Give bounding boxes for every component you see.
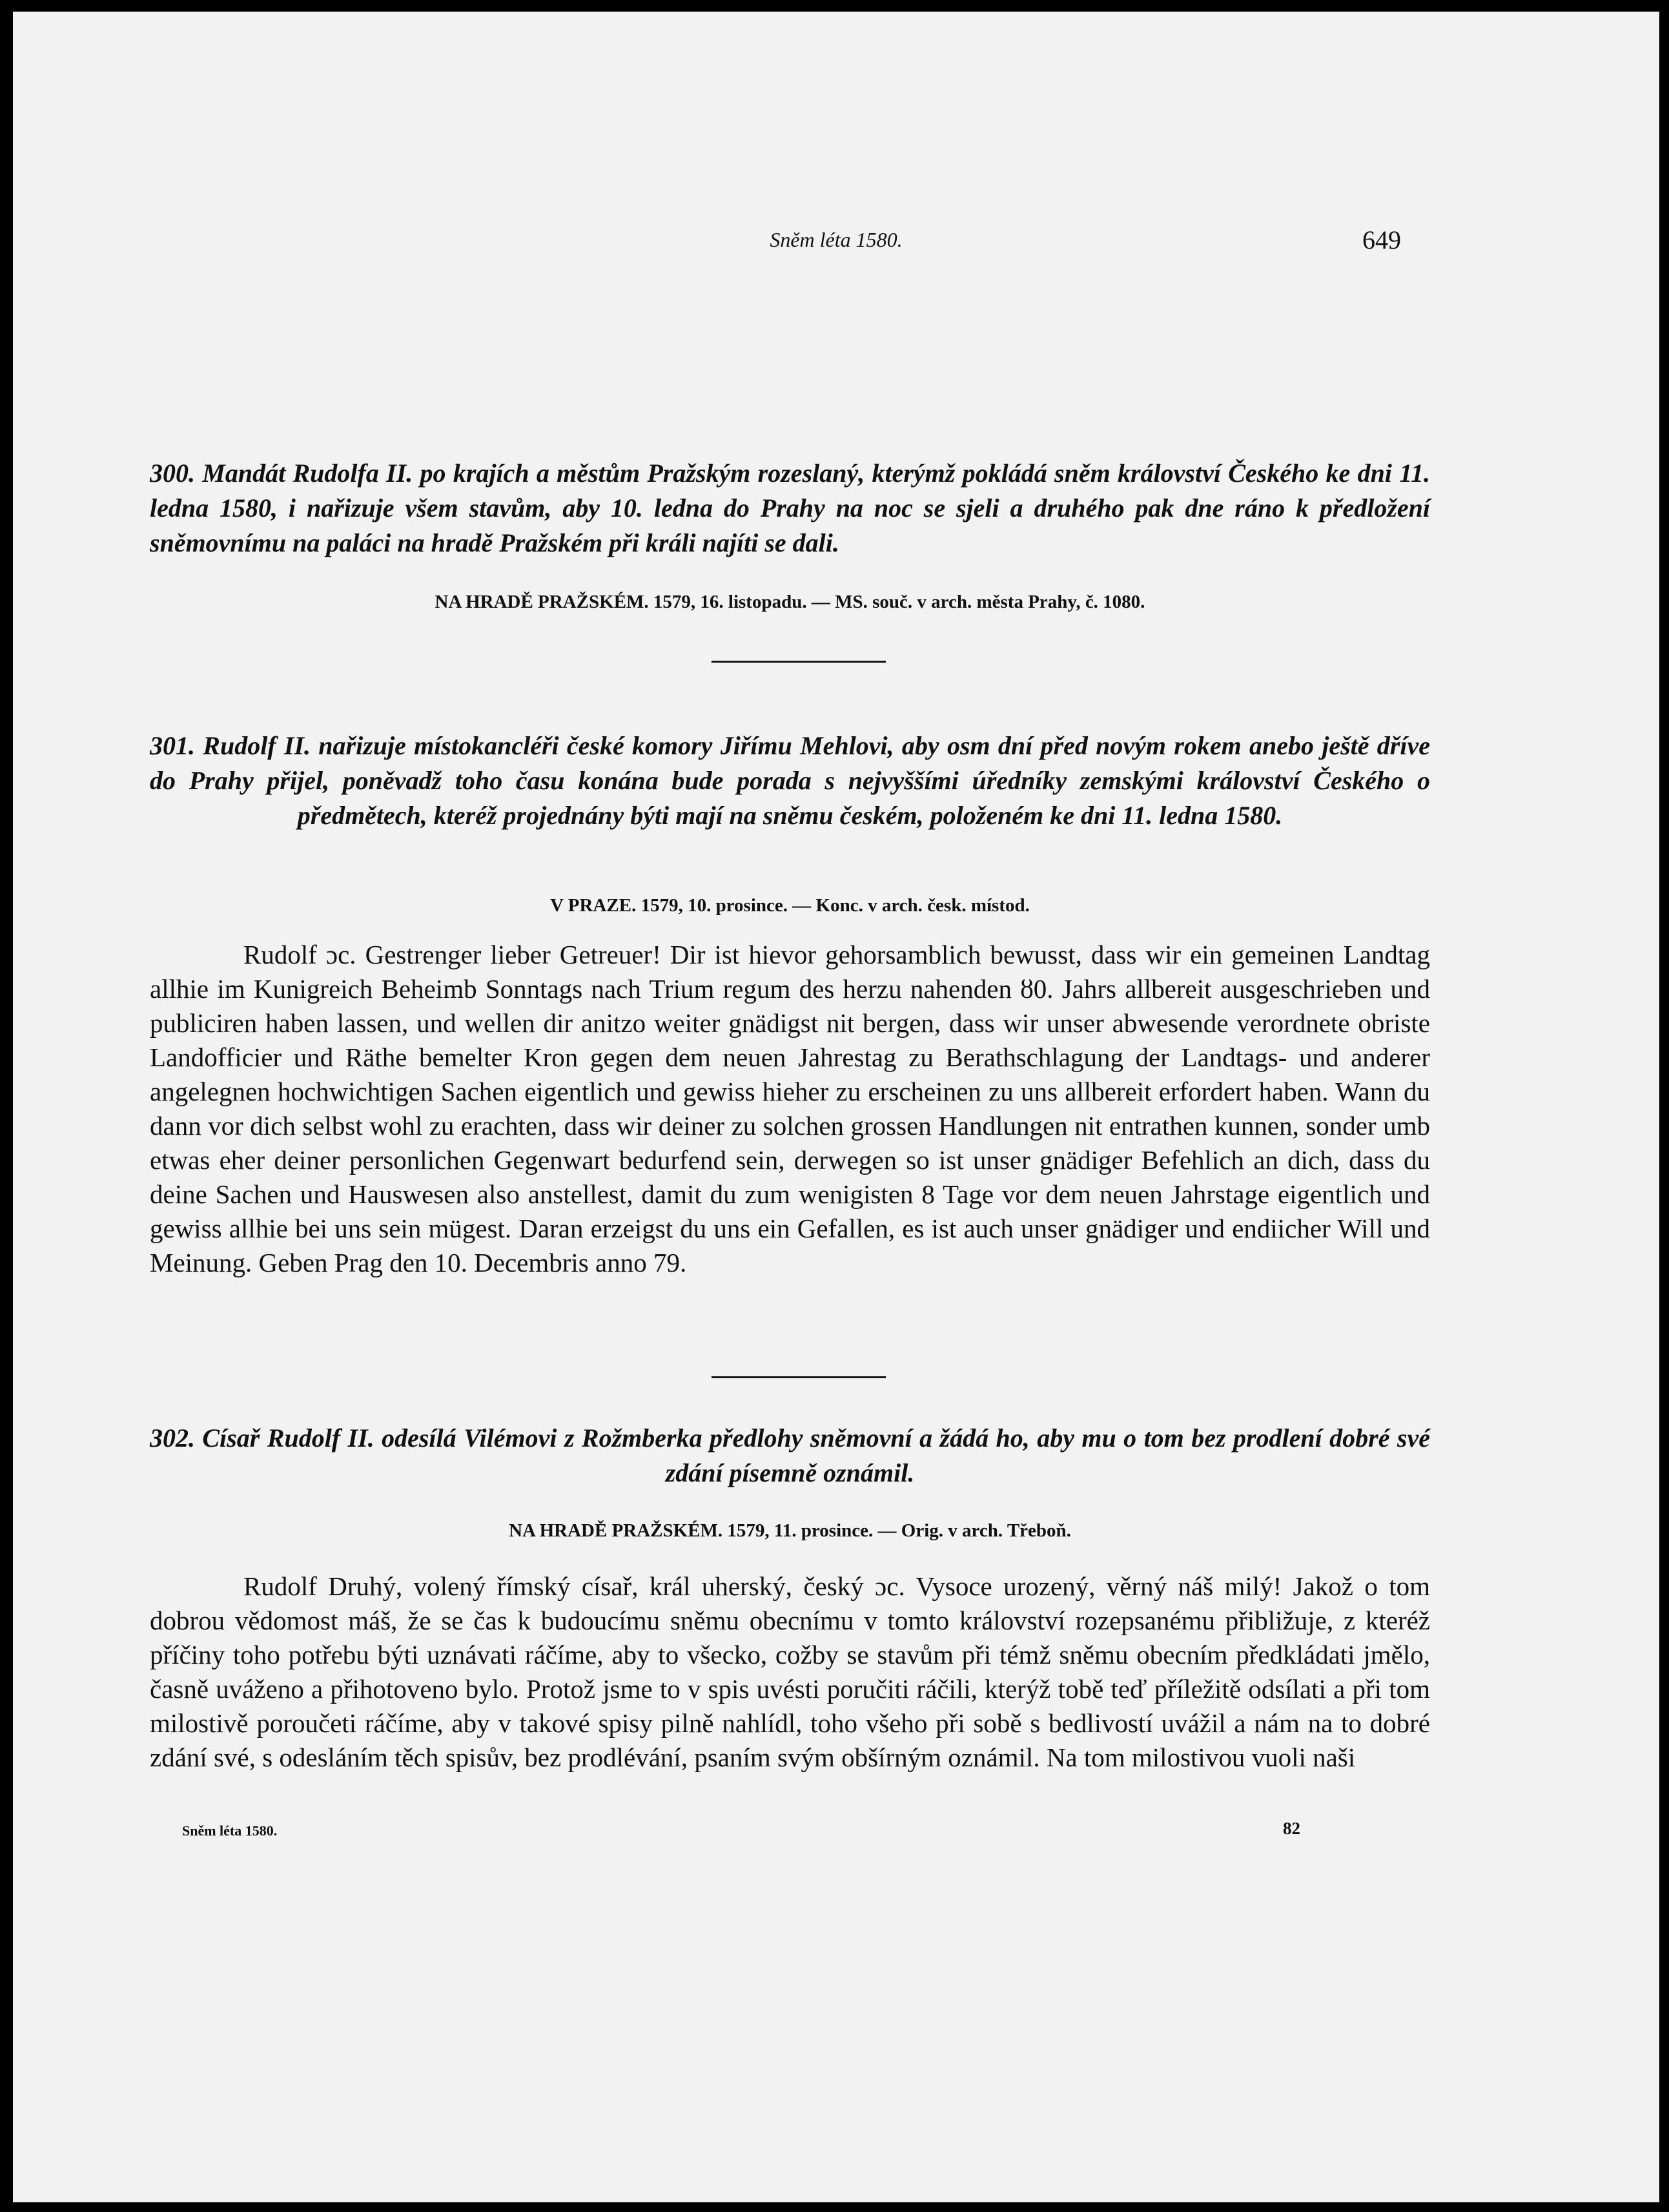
section-divider — [712, 1376, 886, 1378]
document-301-source: V PRAZE. 1579, 10. prosince. — Konc. v arch. česk. místod. — [550, 895, 1030, 916]
running-head: Sněm léta 1580. — [770, 228, 903, 251]
document-300-heading: 300. Mandát Rudolfa II. po krajích a městům Pražským rozeslaný, kterýmž pokládá sněm království Českého ke dni 11. ledna 1580, i nařizuje všem stavům, aby 10. ledna do Prahy na noc se sjeli a druhého pak dne ráno k předložení sněmovnímu na paláci na hradě Pražském při králi najíti se dali. — [150, 459, 1430, 557]
document-302-source: NA HRADĚ PRAŽSKÉM. 1579, 11. prosince. — Orig. v arch. Třeboň. — [509, 1520, 1071, 1541]
document-300-source: NA HRADĚ PRAŽSKÉM. 1579, 16. listopadu. — MS. souč. v arch. města Prahy, č. 1080. — [435, 592, 1145, 612]
page — [13, 12, 1659, 2202]
footer-sheet-number: 82 — [1283, 1819, 1300, 1838]
document-302-heading: 302. Císař Rudolf II. odesílá Vilémovi z Rožmberka předlohy sněmovní a žádá ho, aby mu o tom bez prodlení dobré své zdání písemně oznámil. — [150, 1423, 1430, 1487]
document-301-text: Rudolf ɔc. Gestrenger lieber Getreuer! Dir ist hievor gehorsamblich bewusst, dass wir ein gemeinen Landtag allhie im Kunigreich Beheimb Sonntags nach Trium regum des herzu nahenden ȣ0. Jahrs allbereit ausgeschrieben und publiciren haben lassen, und wellen dir anitzo weiter gnädigst nit bergen, dass wir unser abwesende verordnete obriste Landofficier und Räthe bemelter Kron gegen dem neuen Jahrestag zu Berathschlagung der Landtags- und anderer angelegnen hochwichtigen Sachen eigentlich und gewiss hieher zu erscheinen zu uns allbereit erfordert haben. Wann du dann vor dich selbst wohl zu erachten, dass wir deiner zu solchen grossen Handlungen nit entrathen kunnen, sonder umb etwas eher deiner personlichen Gegenwart bedurfend sein, derwegen so ist unser gnädiger Befehlich an dich, dass du deine Sachen und Hauswesen also anstellest, damit du zum wenigisten 8 Tage vor dem neuen Jahrstage eigentlich und gewiss allhie bei uns sein mügest. Daran erzeigst du uns ein Gefallen, es ist auch unser gnädiger und endiicher Will und Meinung. Geben Prag den 10. Decembris anno 79. — [150, 940, 1430, 1277]
footer-signature: Sněm léta 1580. — [182, 1823, 278, 1839]
document-301-heading: 301. Rudolf II. nařizuje místokancléři české komory Jiřímu Mehlovi, aby osm dní před novým rokem anebo ještě dříve do Prahy přijel, poněvadž toho času konána bude porada s nejvyššími úředníky zemskými království Českého o předmětech, kteréž projednány býti mají na sněmu českém, položeném ke dni 11. ledna 1580. — [150, 731, 1430, 830]
page-number: 649 — [1362, 225, 1401, 254]
section-divider — [712, 661, 886, 663]
document-302-text: Rudolf Druhý, volený římský císař, král uherský, český ɔc. Vysoce urozený, věrný náš milý! Jakož o tom dobrou vědomost máš, že se čas k budoucímu sněmu obecnímu v tomto království rozepsanému přibližuje, z kteréž příčiny toho potřebu býti uznávati ráčíme, aby to všecko, cožby se stavům při témž sněmu obecním předkládati jmělo, časně uváženo a přihotoveno bylo. Protož jsme to v spis uvésti poručiti ráčili, kterýž tobě teď příležitě odsílati a při tom milostivě poroučeti ráčíme, aby v takové spisy pilně nahlídl, toho všeho při sobě s bedlivostí uvážil a nám na to dobré zdání své, s odesláním těch spisův, bez prodlévání, psaním svým obšírným oznámil. Na tom milostivou vuoli naši — [150, 1571, 1430, 1772]
